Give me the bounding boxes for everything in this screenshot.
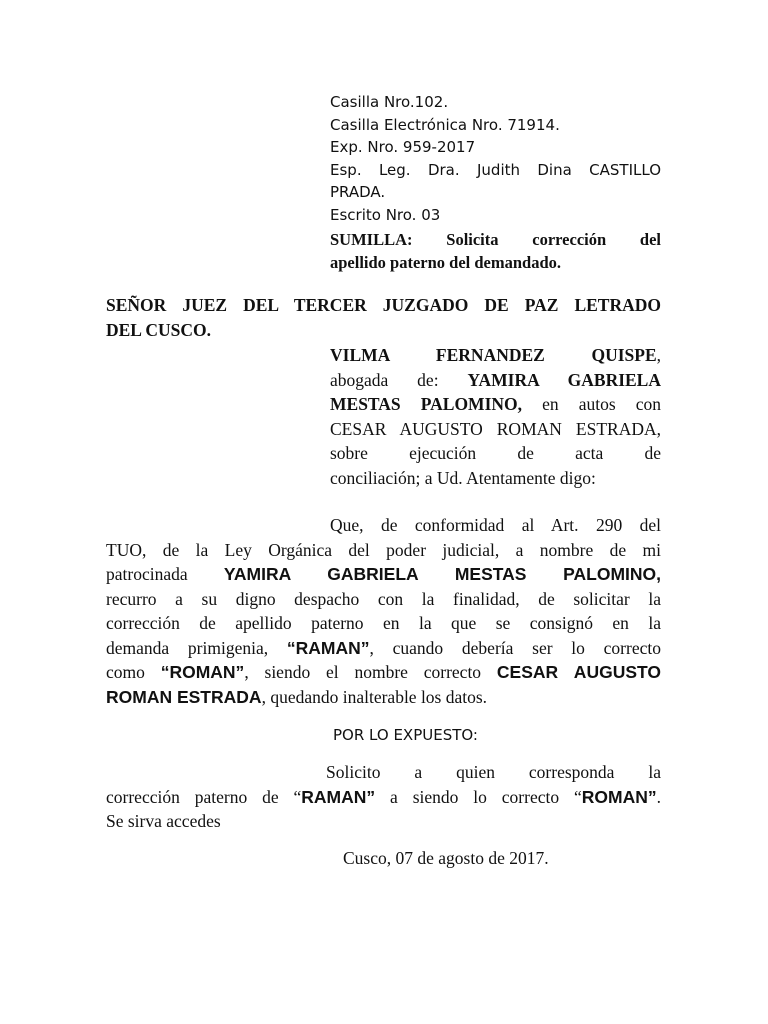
intro-line-2-prefix: abogada de: [330,369,468,390]
addressee-line-2: DEL CUSCO. [106,319,212,340]
lawyer-name-suffix: , [656,345,661,365]
roman-correction: ROMAN” [581,786,657,807]
sumilla-line-2: apellido paterno del demandado. [330,252,562,272]
sumilla [330,228,661,274]
body-line-5: corrección de apellido paterno en la que se consignó en la [106,613,661,633]
raman-correction: RAMAN” [301,786,376,807]
sumilla-line-1 [330,228,661,251]
body-line-2: TUO, de la Ley Orgánica del poder judicial, a nombre de mi [106,539,661,560]
body-line-6 [106,636,661,661]
client-name-last: MESTAS PALOMINO, [330,394,523,414]
body-line-6-suffix: , cuando debería ser lo correcto [369,637,661,658]
casilla-line: Casilla Nro.102. [330,93,449,111]
place-and-date: Cusco, 07 de agosto de 2017. [343,848,549,868]
document-header [330,91,661,274]
intro-line-3-suffix: en autos con [522,394,661,414]
sumilla-text: Solicita corrección del [446,229,661,249]
request-line-1: Solicito a quien corresponda la [326,762,661,782]
request-line-2-mid: a siendo lo correcto “ [375,786,582,807]
client-name-first: YAMIRA GABRIELA [467,369,661,390]
main-paragraph [106,513,661,709]
request-line-2 [106,785,661,810]
defendant-name-first: CESAR AUGUSTO [496,662,661,682]
addressee [106,293,661,342]
escrito-line: Escrito Nro. 03 [330,205,441,224]
raman-quote: “RAMAN” [286,637,370,658]
body-line-6-prefix: demanda primigenia, [106,637,287,658]
expediente-line: Exp. Nro. 959-2017 [330,138,476,157]
request-line-2-prefix: corrección paterno de “ [106,786,302,807]
intro-line-2 [330,368,661,393]
body-line-3-prefix: patrocinada [106,564,224,584]
lawyer-name: VILMA FERNANDEZ QUISPE [330,345,657,365]
body-line-7 [106,660,661,685]
addressee-line-1: SEÑOR JUEZ DEL TERCER JUZGADO DE PAZ LETRADO [106,295,661,315]
body-line-8-suffix: , quedando inalterable los datos. [261,686,488,707]
body-line-7-mid: , siendo el nombre correcto [244,662,497,682]
por-lo-expuesto-heading: POR LO EXPUESTO: [333,726,478,744]
roman-quote: “ROMAN” [160,662,245,682]
especialista-line: Esp. Leg. Dra. Judith Dina CASTILLO [330,160,661,179]
request-paragraph [106,760,661,834]
intro-line-3 [330,392,661,417]
body-line-1: Que, de conformidad al Art. 290 del [330,515,661,535]
body-line-8 [106,685,661,710]
defendant-name-last: ROMAN ESTRADA [106,686,262,707]
client-name-bold-first: YAMIRA GABRIELA [223,564,419,584]
client-name-bold-last: MESTAS PALOMINO, [454,564,662,584]
request-line-3: Se sirva accedes [106,811,221,831]
body-line-4: recurro a su digno despacho con la finalidad, de solicitar la [106,588,661,609]
introduction-paragraph [330,343,661,490]
intro-line-4: CESAR AUGUSTO ROMAN ESTRADA, [330,418,661,439]
body-line-7-prefix: como [106,662,161,682]
intro-line-1 [330,343,661,368]
intro-line-5: sobre ejecución de acta de [330,443,661,463]
request-line-2-suffix: . [656,786,661,807]
casilla-electronica-line: Casilla Electrónica Nro. 71914. [330,115,560,134]
intro-line-6: conciliación; a Ud. Atentamente digo: [330,467,596,488]
especialista-line-continued: PRADA. [330,183,386,202]
body-line-3 [106,562,661,587]
body-line-3-gap [419,564,455,584]
sumilla-label: SUMILLA: [330,229,413,249]
